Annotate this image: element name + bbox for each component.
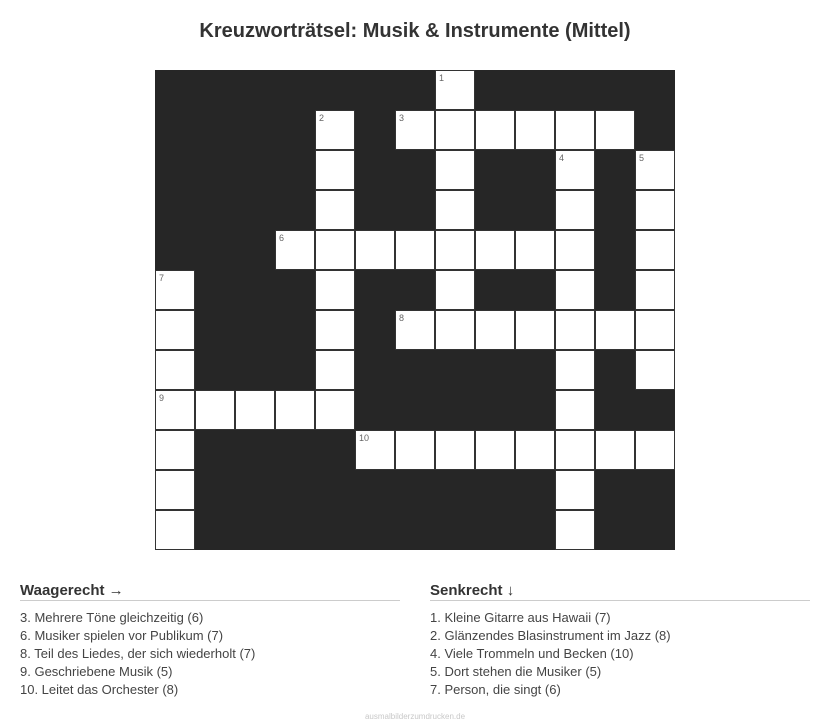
grid-cell[interactable]	[395, 110, 435, 150]
grid-cell[interactable]	[595, 110, 635, 150]
grid-cell[interactable]	[315, 390, 355, 430]
across-heading	[20, 582, 400, 601]
grid-cell[interactable]	[155, 270, 195, 310]
grid-cell[interactable]	[395, 230, 435, 270]
grid-cell[interactable]	[515, 430, 555, 470]
grid-cell[interactable]	[635, 430, 675, 470]
grid-cell[interactable]	[635, 190, 675, 230]
grid-cell[interactable]	[555, 110, 595, 150]
grid-cell[interactable]	[315, 110, 355, 150]
across-clue: 6. Musiker spielen vor Publikum (7)	[20, 628, 224, 643]
down-clue: 5. Dort stehen die Musiker (5)	[430, 664, 602, 679]
grid-cell[interactable]	[595, 430, 635, 470]
grid-cell[interactable]	[635, 230, 675, 270]
grid-cell[interactable]	[395, 310, 435, 350]
grid-cell[interactable]	[315, 190, 355, 230]
grid-cell[interactable]	[635, 350, 675, 390]
grid-cell[interactable]	[355, 230, 395, 270]
arrow-down-icon: ↓	[506, 582, 515, 599]
grid-cell[interactable]	[635, 310, 675, 350]
clue-number: 4	[559, 153, 565, 163]
across-heading-label: Waagerecht	[20, 582, 105, 599]
grid-cell[interactable]	[395, 430, 435, 470]
grid-cell[interactable]	[475, 430, 515, 470]
down-clue: 1. Kleine Gitarre aus Hawaii (7)	[430, 610, 611, 625]
grid-cell[interactable]	[435, 70, 475, 110]
down-clue: 7. Person, die singt (6)	[430, 682, 561, 697]
grid-cell[interactable]	[555, 230, 595, 270]
grid-cell[interactable]	[635, 270, 675, 310]
grid-cell[interactable]	[275, 230, 315, 270]
clue-number: 2	[319, 113, 325, 123]
clue-number: 7	[159, 273, 165, 283]
grid-cell[interactable]	[155, 470, 195, 510]
across-clues	[20, 582, 400, 699]
down-heading-label: Senkrecht	[430, 582, 503, 599]
grid-cell[interactable]	[195, 390, 235, 430]
grid-cell[interactable]	[635, 150, 675, 190]
across-clue: 8. Teil des Liedes, der sich wiederholt (7)	[20, 646, 256, 661]
grid-cell[interactable]	[435, 110, 475, 150]
grid-cell[interactable]	[315, 270, 355, 310]
clue-number: 1	[439, 73, 445, 83]
clue-number: 5	[639, 153, 645, 163]
arrow-right-icon: →	[108, 582, 124, 599]
crossword-grid	[155, 70, 675, 550]
grid-cell[interactable]	[555, 430, 595, 470]
grid-cell[interactable]	[155, 510, 195, 550]
across-clue: 9. Geschriebene Musik (5)	[20, 664, 173, 679]
grid-cell[interactable]	[315, 350, 355, 390]
grid-cell[interactable]	[555, 390, 595, 430]
grid-cell[interactable]	[515, 110, 555, 150]
grid-cell[interactable]	[475, 230, 515, 270]
grid-cell[interactable]	[315, 230, 355, 270]
grid-cell[interactable]	[435, 230, 475, 270]
down-heading	[430, 582, 810, 601]
grid-cell[interactable]	[235, 390, 275, 430]
page-title: Kreuzworträtsel: Musik & Instrumente (Mittel)	[199, 20, 631, 42]
down-clues	[430, 582, 810, 699]
footer-watermark: ausmalbilderzumdrucken.de	[364, 712, 466, 721]
clue-number: 9	[159, 393, 165, 403]
grid-cell[interactable]	[435, 270, 475, 310]
grid-cell[interactable]	[595, 310, 635, 350]
clue-number: 3	[399, 113, 405, 123]
grid-cell[interactable]	[515, 230, 555, 270]
grid-cell[interactable]	[555, 270, 595, 310]
grid-cell[interactable]	[155, 390, 195, 430]
grid-cell[interactable]	[555, 190, 595, 230]
clue-number: 8	[399, 313, 405, 323]
clue-number: 6	[279, 233, 285, 243]
grid-cell[interactable]	[515, 310, 555, 350]
grid-cell[interactable]	[435, 430, 475, 470]
grid-cell[interactable]	[435, 190, 475, 230]
grid-cell[interactable]	[155, 350, 195, 390]
grid-cell[interactable]	[435, 150, 475, 190]
grid-cell[interactable]	[155, 310, 195, 350]
grid-cell[interactable]	[475, 110, 515, 150]
grid-cell[interactable]	[315, 150, 355, 190]
grid-cell[interactable]	[555, 470, 595, 510]
grid-cell[interactable]	[355, 430, 395, 470]
grid-cell[interactable]	[435, 310, 475, 350]
clue-number: 10	[359, 433, 370, 443]
across-clue: 10. Leitet das Orchester (8)	[20, 682, 179, 697]
grid-cell[interactable]	[475, 310, 515, 350]
grid-cell[interactable]	[555, 510, 595, 550]
down-clue: 4. Viele Trommeln und Becken (10)	[430, 646, 634, 661]
grid-cell[interactable]	[315, 310, 355, 350]
grid-cell[interactable]	[555, 350, 595, 390]
grid-cell[interactable]	[555, 150, 595, 190]
grid-cell[interactable]	[555, 310, 595, 350]
grid-cell[interactable]	[275, 390, 315, 430]
down-clue: 2. Glänzendes Blasinstrument im Jazz (8)	[430, 628, 671, 643]
across-clue: 3. Mehrere Töne gleichzeitig (6)	[20, 610, 204, 625]
grid-cell[interactable]	[155, 430, 195, 470]
